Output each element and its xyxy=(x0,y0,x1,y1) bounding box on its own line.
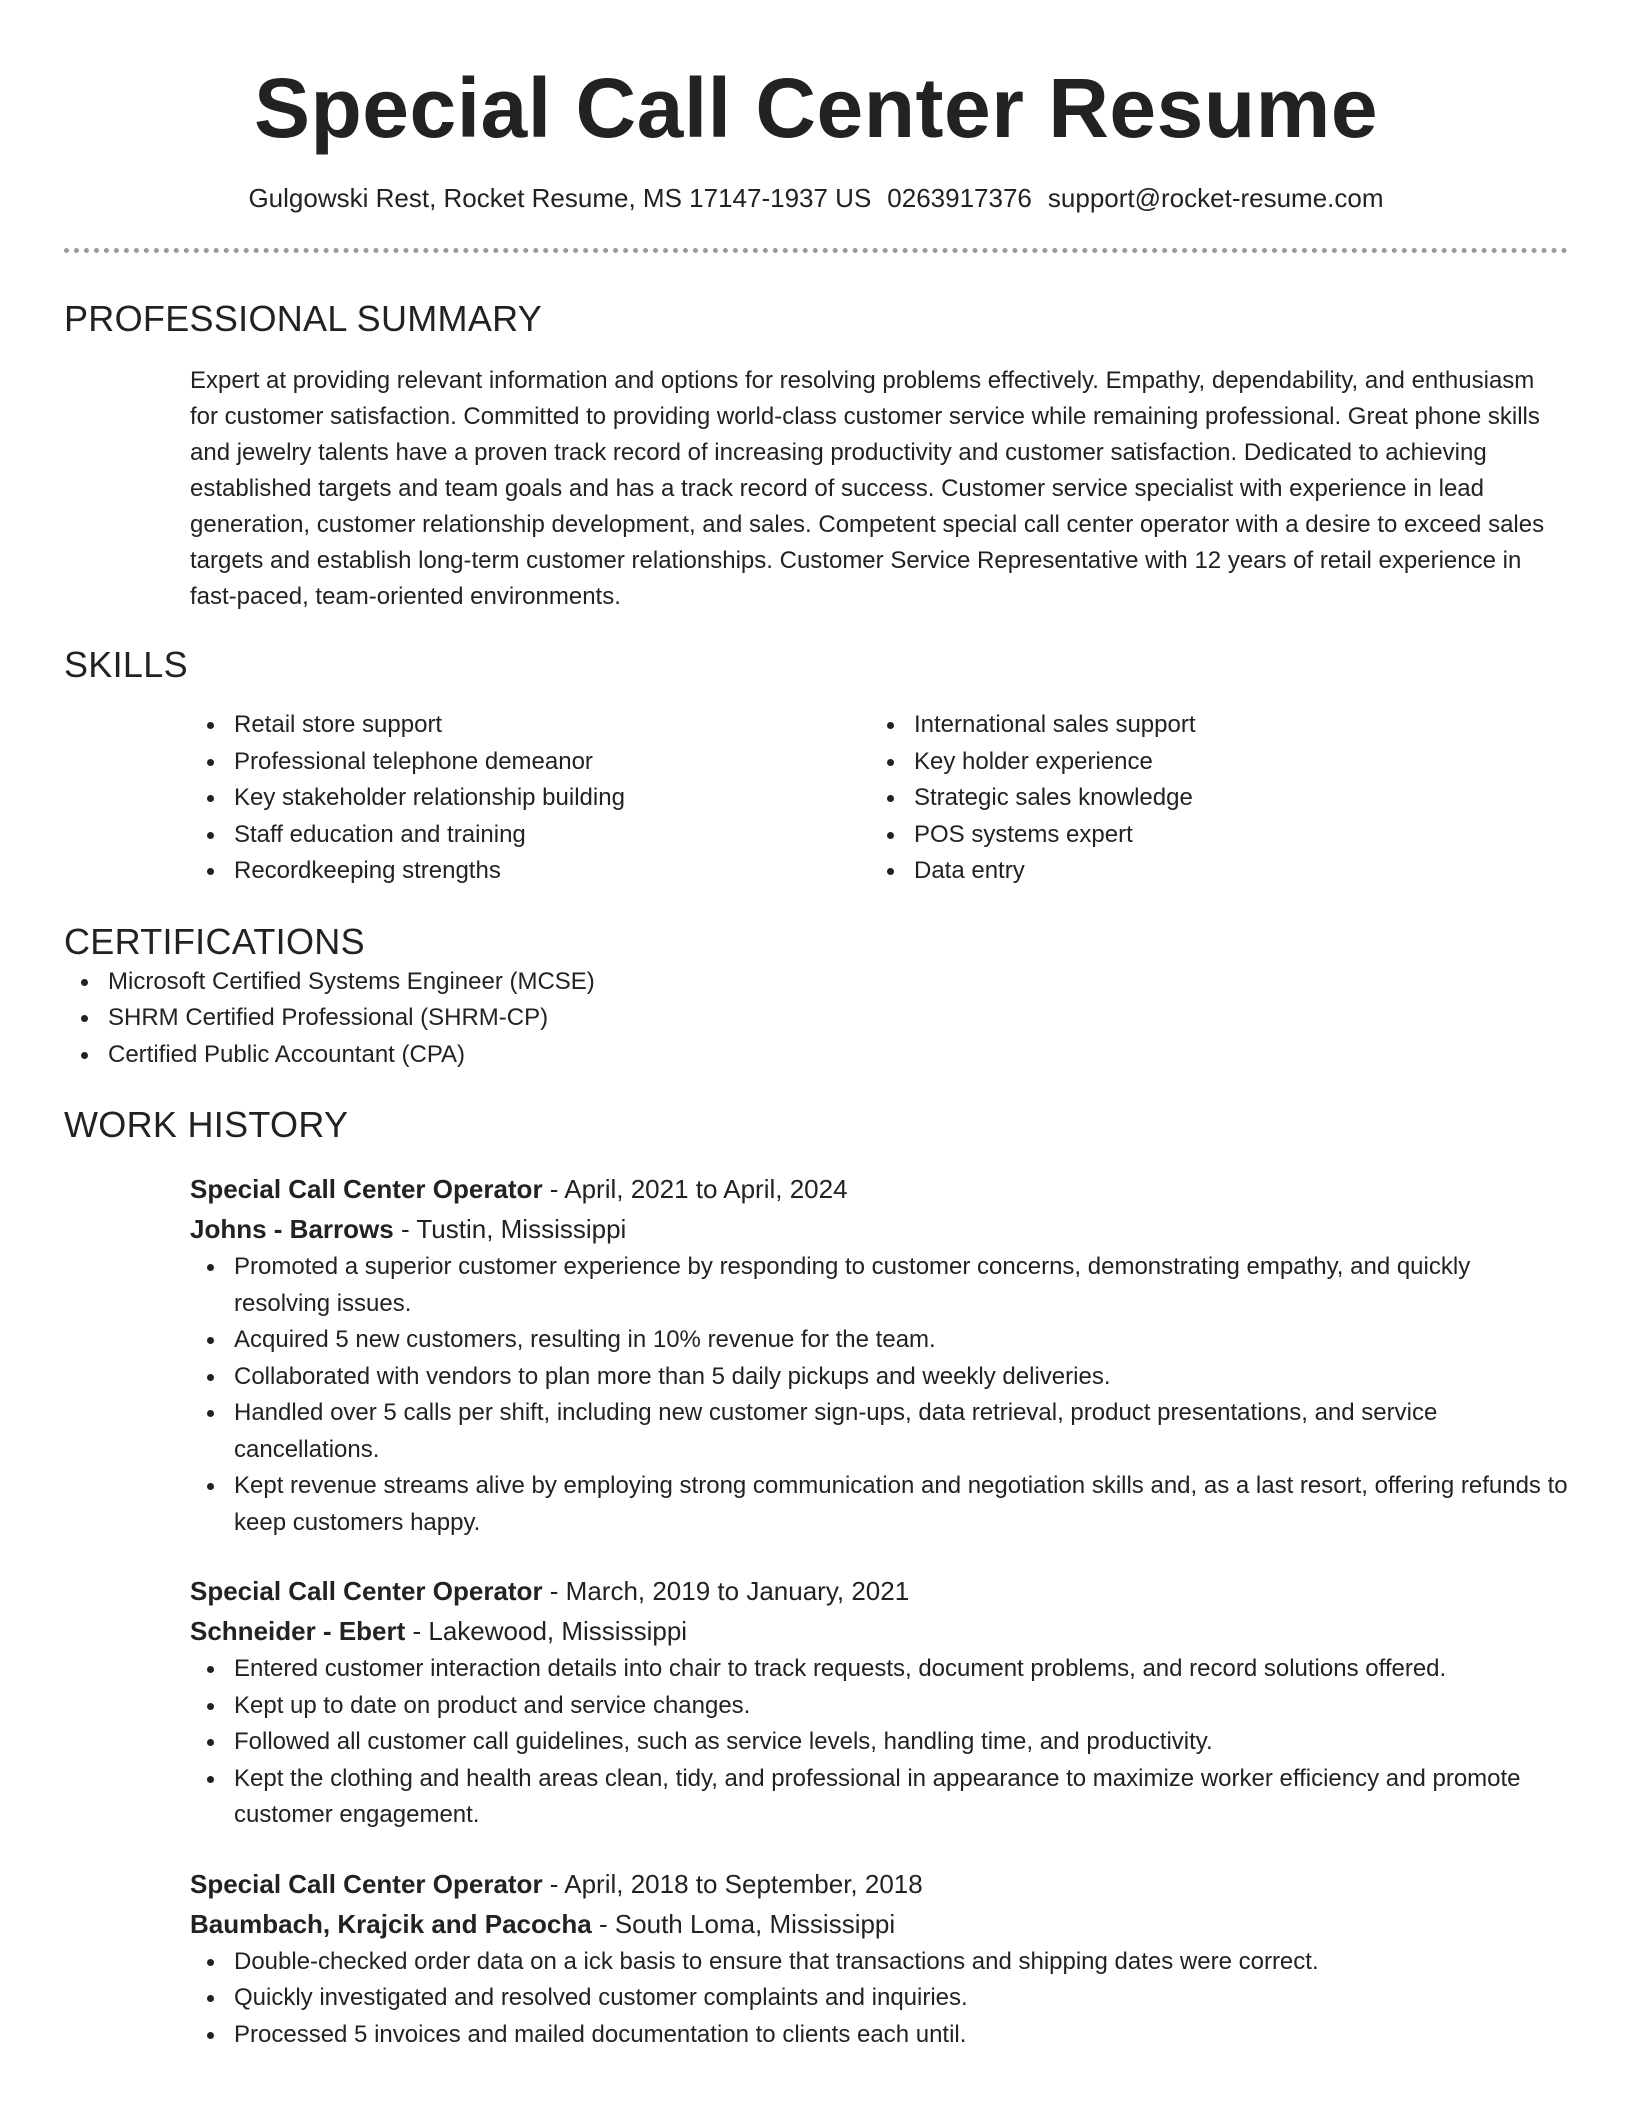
contact-line xyxy=(64,182,1568,214)
certifications-list xyxy=(64,964,1568,1074)
work-history-section xyxy=(64,1103,1568,2053)
header-divider xyxy=(64,248,1568,253)
job-location: - Lakewood, Mississippi xyxy=(405,1616,688,1646)
skills-list-right xyxy=(870,707,1550,890)
job-duties-list xyxy=(190,1944,1568,2054)
job-duties-list xyxy=(190,1249,1568,1541)
skill-item: Professional telephone demeanor xyxy=(190,744,870,781)
job-dates: - March, 2019 to January, 2021 xyxy=(542,1576,910,1606)
certification-item: SHRM Certified Professional (SHRM-CP) xyxy=(64,1000,1568,1037)
job-duty: Kept the clothing and health areas clean, tidy, and professional in appearance to maximize worker efficiency and promote customer engagement. xyxy=(190,1761,1568,1834)
job-duty: Handled over 5 calls per shift, including new customer sign-ups, data retrieval, product presentations, and service cancellations. xyxy=(190,1395,1568,1468)
job-company-line xyxy=(190,1209,1568,1249)
job-duty: Kept up to date on product and service changes. xyxy=(190,1688,1568,1725)
certification-item: Certified Public Accountant (CPA) xyxy=(64,1037,1568,1074)
skills-heading: SKILLS xyxy=(64,644,188,685)
contact-address: Gulgowski Rest, Rocket Resume, MS 17147-1937 US xyxy=(248,183,872,213)
job-entry xyxy=(190,1864,1568,2054)
job-title-line xyxy=(190,1864,1568,1904)
job-location: - South Loma, Mississippi xyxy=(591,1908,896,1939)
job-duty: Followed all customer call guidelines, such as service levels, handling time, and productivity. xyxy=(190,1724,1568,1761)
resume-page xyxy=(64,0,1568,2053)
job-title: Special Call Center Operator xyxy=(190,1576,543,1606)
job-entry xyxy=(190,1571,1568,1834)
job-dates: - April, 2021 to April, 2024 xyxy=(542,1174,848,1204)
contact-phone: 0263917376 xyxy=(887,183,1032,213)
skill-item: Key stakeholder relationship building xyxy=(190,780,870,817)
job-duties-list xyxy=(190,1651,1568,1834)
skills-section xyxy=(64,643,1568,890)
job-duty: Collaborated with vendors to plan more than 5 daily pickups and weekly deliveries. xyxy=(190,1359,1568,1396)
contact-email[interactable]: support@rocket-resume.com xyxy=(1047,183,1384,213)
job-title-line xyxy=(190,1571,1568,1611)
skills-list-left xyxy=(190,707,870,890)
skill-item: Recordkeeping strengths xyxy=(190,853,870,890)
job-duty: Entered customer interaction details into chair to track requests, document problems, and record solutions offered. xyxy=(190,1651,1568,1688)
job-company: Baumbach, Krajcik and Pacocha xyxy=(190,1908,592,1939)
job-dates: - April, 2018 to September, 2018 xyxy=(542,1868,923,1899)
job-duty: Acquired 5 new customers, resulting in 10% revenue for the team. xyxy=(190,1322,1568,1359)
skills-columns xyxy=(190,707,1568,890)
summary-heading: PROFESSIONAL SUMMARY xyxy=(64,298,543,339)
skill-item: International sales support xyxy=(870,707,1550,744)
job-title-line xyxy=(190,1169,1568,1209)
job-entry xyxy=(190,1169,1568,1541)
job-company: Johns - Barrows xyxy=(190,1214,394,1244)
job-duty: Kept revenue streams alive by employing strong communication and negotiation skills and, as a last resort, offering refunds to keep customers happy. xyxy=(190,1468,1568,1541)
job-duty: Processed 5 invoices and mailed documentation to clients each until. xyxy=(190,2017,1568,2054)
skill-item: Data entry xyxy=(870,853,1550,890)
work-history-heading: WORK HISTORY xyxy=(64,1104,349,1145)
summary-section xyxy=(64,297,1568,615)
certifications-section xyxy=(64,920,1568,1074)
job-duty: Double-checked order data on a ick basis to ensure that transactions and shipping dates were correct. xyxy=(190,1944,1568,1981)
job-company: Schneider - Ebert xyxy=(190,1616,406,1646)
job-company-line xyxy=(190,1904,1568,1944)
resume-title: Special Call Center Resume xyxy=(253,61,1379,155)
summary-text: Expert at providing relevant information and options for resolving problems effectively. Empathy, dependability, and enthusiasm for customer satisfaction. Committed to providing world-class customer service while remaining professional. Great phone skills and jewelry talents have a proven track record of increasing productivity and customer satisfaction. Dedicated to achieving established targets and team goals and has a track record of success. Customer service specialist with experience in lead generation, customer relationship development, and sales. Competent special call center operator with a desire to exceed sales targets and establish long-term customer relationships. Customer Service Representative with 12 years of retail experience in fast-paced, team-oriented environments. xyxy=(190,367,1545,610)
job-duty: Promoted a superior customer experience by responding to customer concerns, demonstrating empathy, and quickly resolving issues. xyxy=(190,1249,1568,1322)
skill-item: POS systems expert xyxy=(870,817,1550,854)
skill-item: Key holder experience xyxy=(870,744,1550,781)
certifications-heading: CERTIFICATIONS xyxy=(64,920,365,962)
skill-item: Strategic sales knowledge xyxy=(870,780,1550,817)
job-title: Special Call Center Operator xyxy=(190,1868,543,1899)
job-title: Special Call Center Operator xyxy=(190,1174,543,1204)
skill-item: Retail store support xyxy=(190,707,870,744)
job-company-line xyxy=(190,1611,1568,1651)
skill-item: Staff education and training xyxy=(190,817,870,854)
certification-item: Microsoft Certified Systems Engineer (MCSE) xyxy=(64,964,1568,1001)
job-duty: Quickly investigated and resolved customer complaints and inquiries. xyxy=(190,1980,1568,2017)
job-location: - Tustin, Mississippi xyxy=(393,1214,627,1244)
